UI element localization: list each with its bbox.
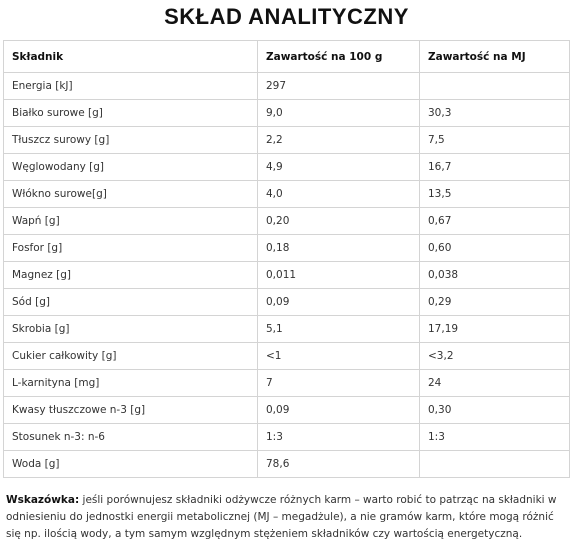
column-header-ingredient: Składnik [4,41,258,73]
cell-per-100g: 2,2 [258,127,420,154]
cell-ingredient: Magnez [g] [4,262,258,289]
cell-ingredient: Energia [kJ] [4,73,258,100]
cell-per-100g: 5,1 [258,316,420,343]
cell-per-100g: 0,20 [258,208,420,235]
table-row [4,316,570,343]
cell-ingredient: Kwasy tłuszczowe n-3 [g] [4,397,258,424]
table-row [4,424,570,451]
cell-per-mj: 0,60 [420,235,570,262]
tip-note [6,492,568,543]
cell-per-mj: 16,7 [420,154,570,181]
table-row [4,235,570,262]
table-row [4,451,570,478]
cell-per-100g: <1 [258,343,420,370]
cell-per-100g: 1:3 [258,424,420,451]
cell-per-mj [420,451,570,478]
cell-per-mj: 17,19 [420,316,570,343]
tip-label: Wskazówka: [6,494,80,506]
cell-per-mj: 13,5 [420,181,570,208]
column-header-per-mj: Zawartość na MJ [420,41,570,73]
table-row [4,100,570,127]
table-row [4,343,570,370]
table-row [4,397,570,424]
cell-ingredient: Sód [g] [4,289,258,316]
cell-ingredient: Cukier całkowity [g] [4,343,258,370]
cell-ingredient: Woda [g] [4,451,258,478]
cell-per-100g: 0,011 [258,262,420,289]
table-row [4,73,570,100]
cell-ingredient: Włókno surowe[g] [4,181,258,208]
cell-ingredient: Skrobia [g] [4,316,258,343]
cell-per-mj: 0,30 [420,397,570,424]
cell-per-mj: <3,2 [420,343,570,370]
cell-per-mj: 0,67 [420,208,570,235]
column-header-per-100g: Zawartość na 100 g [258,41,420,73]
table-row [4,262,570,289]
cell-per-100g: 4,9 [258,154,420,181]
tip-text: jeśli porównujesz składniki odżywcze różnych karm – warto robić to patrząc na składniki w odniesieniu do jednostki energii metabolicznej (MJ – megadżule), a nie gramów karm, które mogą różnić się np. ilością wody, a tym samym względnym stężeniem składników czy wartością energetyczną. [6,494,557,540]
cell-per-100g: 0,18 [258,235,420,262]
cell-per-100g: 0,09 [258,397,420,424]
table-body [4,73,570,478]
cell-per-100g: 0,09 [258,289,420,316]
table-row [4,208,570,235]
table-row [4,181,570,208]
cell-per-mj: 0,29 [420,289,570,316]
cell-ingredient: L-karnityna [mg] [4,370,258,397]
cell-ingredient: Stosunek n-3: n-6 [4,424,258,451]
cell-ingredient: Węglowodany [g] [4,154,258,181]
table-row [4,154,570,181]
cell-per-mj [420,73,570,100]
cell-per-mj: 0,038 [420,262,570,289]
cell-ingredient: Wapń [g] [4,208,258,235]
table-header-row [4,41,570,73]
cell-ingredient: Fosfor [g] [4,235,258,262]
cell-per-100g: 4,0 [258,181,420,208]
cell-per-mj: 7,5 [420,127,570,154]
table-row [4,127,570,154]
cell-per-100g: 7 [258,370,420,397]
cell-per-mj: 1:3 [420,424,570,451]
cell-per-100g: 9,0 [258,100,420,127]
cell-per-mj: 24 [420,370,570,397]
nutrition-table [3,40,570,478]
table-row [4,370,570,397]
cell-per-100g: 78,6 [258,451,420,478]
cell-ingredient: Białko surowe [g] [4,100,258,127]
cell-per-100g: 297 [258,73,420,100]
page-title: SKŁAD ANALITYCZNY [164,4,409,29]
table-row [4,289,570,316]
cell-ingredient: Tłuszcz surowy [g] [4,127,258,154]
cell-per-mj: 30,3 [420,100,570,127]
